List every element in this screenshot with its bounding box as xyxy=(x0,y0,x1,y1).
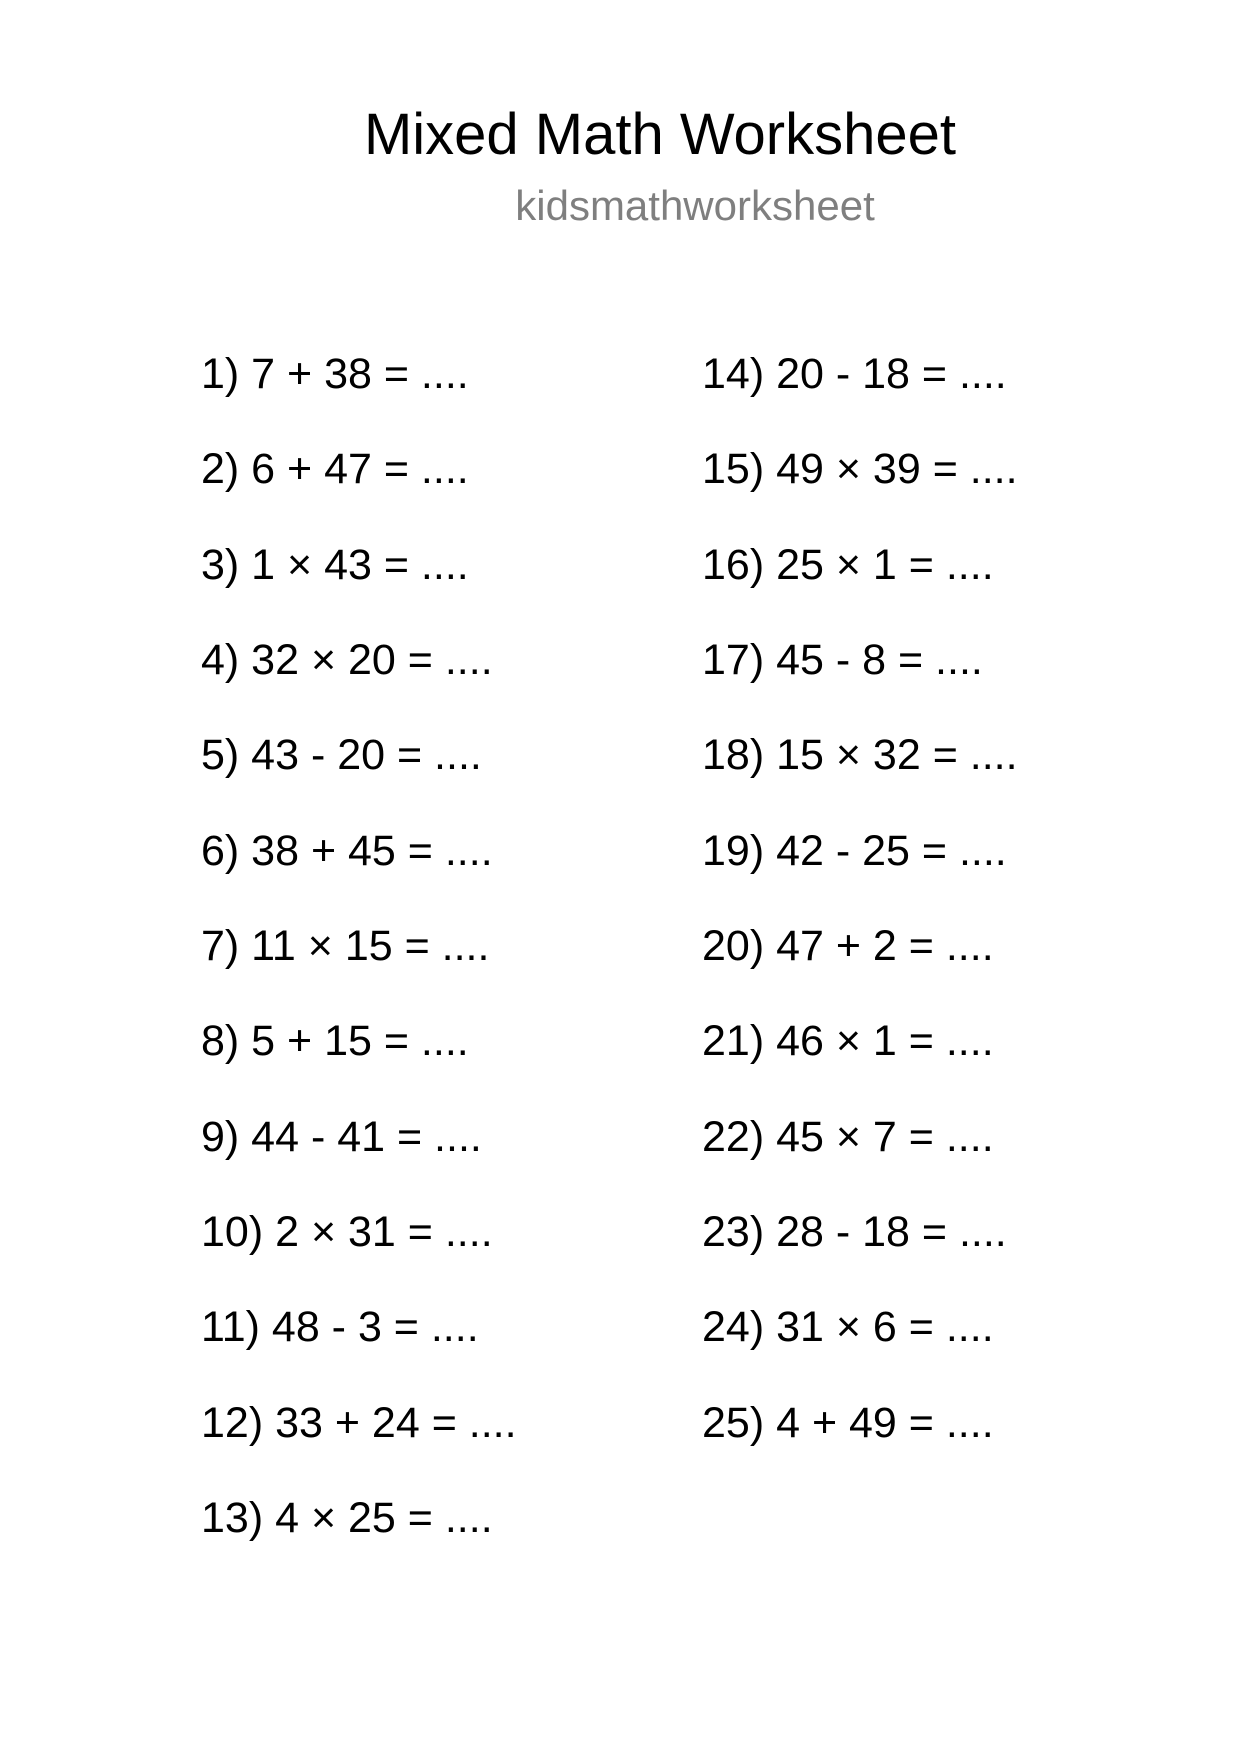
math-problem: 19) 42 - 25 = .... xyxy=(702,826,1007,875)
math-problem: 13) 4 × 25 = .... xyxy=(201,1493,493,1542)
math-problem: 22) 45 × 7 = .... xyxy=(702,1112,994,1161)
math-problem: 20) 47 + 2 = .... xyxy=(702,921,994,970)
math-problem: 5) 43 - 20 = .... xyxy=(201,731,482,780)
page-title: Mixed Math Worksheet xyxy=(363,102,957,167)
math-problem: 2) 6 + 47 = .... xyxy=(201,445,469,494)
problem-list-left xyxy=(201,348,517,1587)
math-problem: 25) 4 + 49 = .... xyxy=(702,1398,994,1447)
math-problem: 4) 32 × 20 = .... xyxy=(201,635,493,684)
math-problem: 7) 11 × 15 = .... xyxy=(201,921,490,970)
math-problem: 17) 45 - 8 = .... xyxy=(702,635,983,684)
math-problem: 9) 44 - 41 = .... xyxy=(201,1112,482,1161)
math-problem: 18) 15 × 32 = .... xyxy=(702,731,1018,780)
math-problem: 23) 28 - 18 = .... xyxy=(702,1207,1007,1256)
math-problem: 11) 48 - 3 = .... xyxy=(201,1303,479,1352)
math-problem: 14) 20 - 18 = .... xyxy=(702,350,1007,398)
math-problem: 8) 5 + 15 = .... xyxy=(201,1017,469,1066)
math-problem: 15) 49 × 39 = .... xyxy=(702,445,1018,494)
math-problem: 1) 7 + 38 = .... xyxy=(201,350,469,398)
math-problem: 24) 31 × 6 = .... xyxy=(702,1303,994,1352)
page-subtitle: kidsmathworksheet xyxy=(515,182,875,229)
problem-list-right xyxy=(702,348,1018,1492)
math-problem: 16) 25 × 1 = .... xyxy=(702,540,994,589)
math-problem: 21) 46 × 1 = .... xyxy=(702,1017,994,1066)
math-problem: 3) 1 × 43 = .... xyxy=(201,540,469,589)
math-problem: 12) 33 + 24 = .... xyxy=(201,1398,517,1447)
math-problem: 6) 38 + 45 = .... xyxy=(201,826,493,875)
math-problem: 10) 2 × 31 = .... xyxy=(201,1207,493,1256)
